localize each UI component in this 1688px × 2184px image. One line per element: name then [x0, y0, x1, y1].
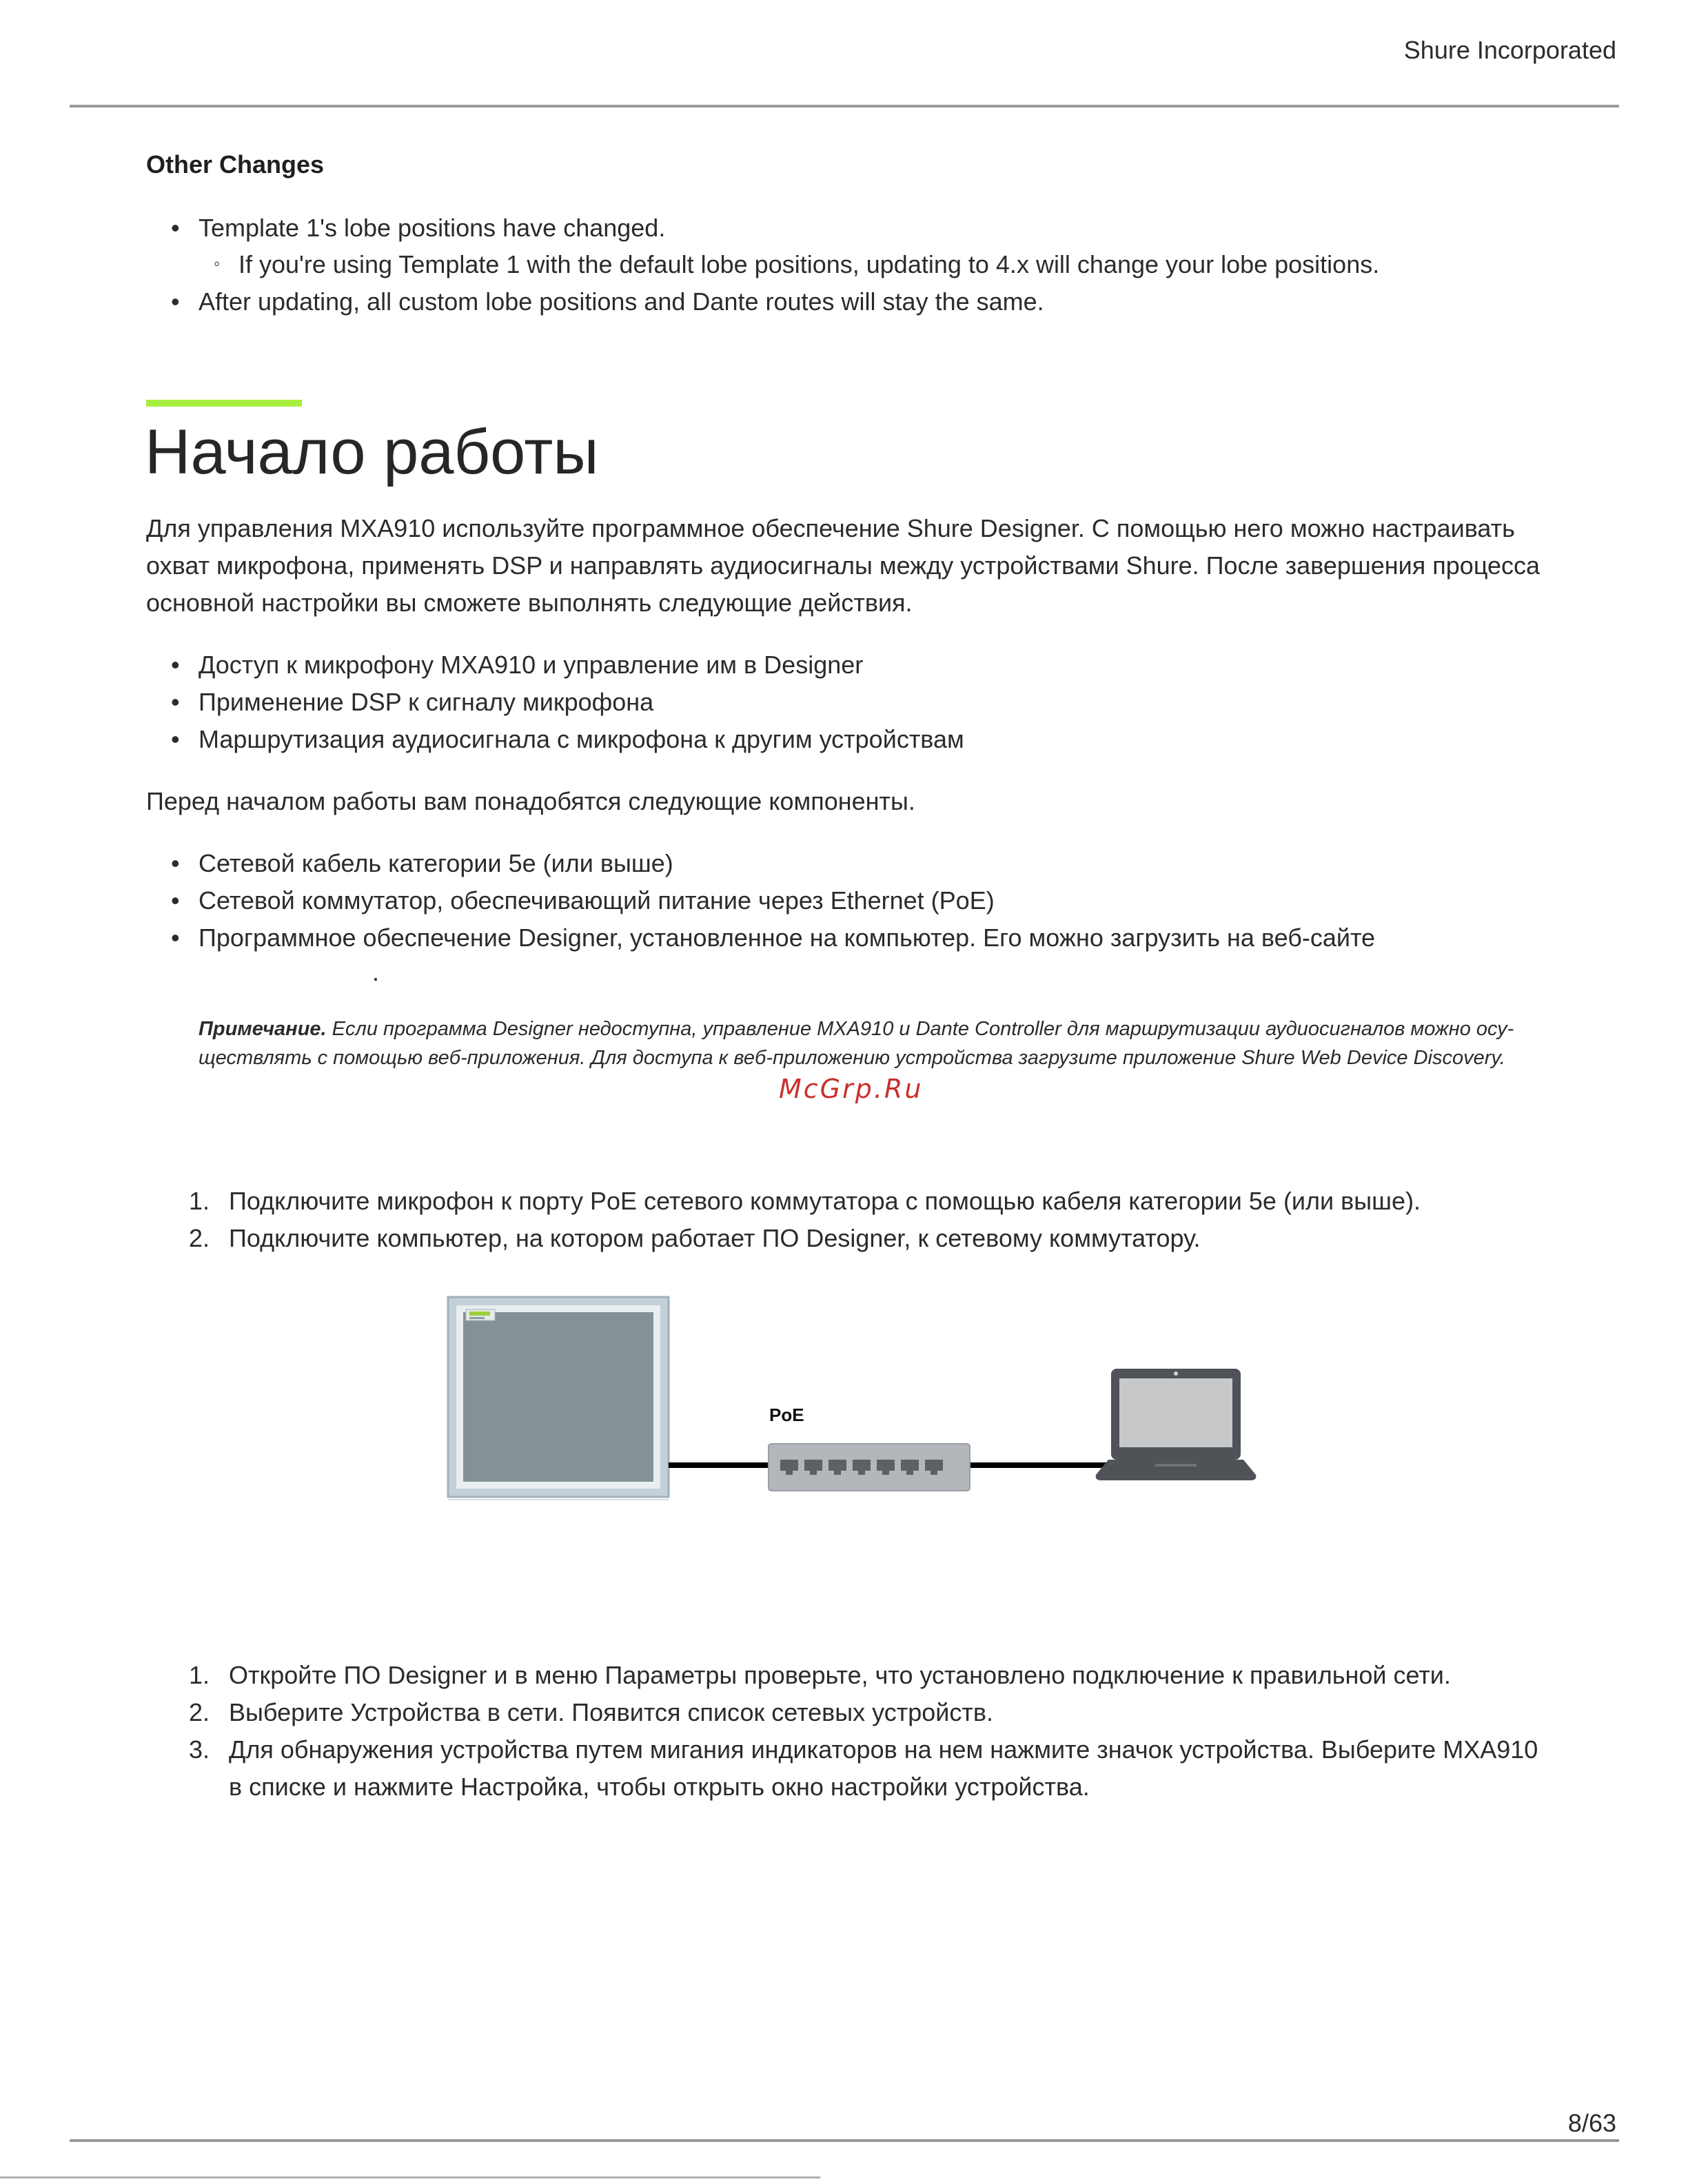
bottom-edge-line — [0, 2176, 820, 2178]
list-item: 1. Подключите микрофон к порту PoE сетевого коммутатора с помощью кабеля категории 5e (или выше). — [229, 1183, 1421, 1220]
bullet-icon: • — [171, 886, 180, 915]
other-changes-heading: Other Changes — [146, 150, 325, 178]
list-item: 2. Подключите компьютер, на котором работает ПО Designer, к сетевому коммутатору. — [229, 1220, 1201, 1257]
list-item: • Маршрутизация аудиосигнала с микрофона к другим устройствам — [199, 721, 964, 758]
header-divider — [70, 105, 1619, 108]
switch-label: PoE — [769, 1405, 804, 1425]
list-item: • Template 1's lobe positions have changed. — [199, 210, 665, 247]
list-item: ◦ If you're using Template 1 with the default lobe positions, updating to 4.x will change your lobe positions. — [238, 246, 1379, 283]
bullet-icon: • — [171, 287, 180, 316]
laptop-icon — [1096, 1369, 1257, 1480]
microphone-array-icon — [448, 1297, 669, 1500]
step-number: 3. — [189, 1735, 210, 1764]
note-text: Если программа Designer недоступна, управление MXA910 и Dante Controller для маршрутизации аудиосигналов можно осу- — [332, 1018, 1514, 1040]
step-number: 2. — [189, 1224, 210, 1252]
bullet-icon: • — [171, 651, 180, 679]
list-item: • After updating, all custom lobe positions and Dante routes will stay the same. — [199, 283, 1044, 320]
header-company-name: Shure Incorporated — [1403, 36, 1616, 64]
connection-diagram — [441, 1289, 1275, 1509]
bullet-icon: • — [171, 849, 180, 877]
list-item: 1. Откройте ПО Designer и в меню Параметры проверьте, что установлено подключение к правильной сети. — [229, 1657, 1451, 1694]
prereq-tail: . — [372, 958, 380, 986]
footer-divider — [70, 2139, 1619, 2142]
bullet-icon: • — [171, 725, 180, 753]
list-item: • Доступ к микрофону MXA910 и управление им в Designer — [199, 646, 863, 684]
section-accent-bar — [146, 400, 302, 407]
poe-switch-icon — [769, 1444, 970, 1491]
page-number: 8/63 — [1567, 2109, 1616, 2137]
circle-bullet-icon: ◦ — [214, 253, 221, 274]
bullet-icon: • — [171, 923, 180, 952]
note-block — [199, 1014, 1536, 1072]
list-item: • Сетевой коммутатор, обеспечивающий питание через Ethernet (PoE) — [199, 882, 995, 919]
step-number: 1. — [189, 1187, 210, 1215]
list-item: • Применение DSP к сигналу микрофона — [199, 684, 653, 721]
list-item-continuation: в списке и нажмите Настройка, чтобы открыть окно настройки устройства. — [229, 1773, 1090, 1801]
intro-line: Для управления MXA910 используйте программное обеспечение Shure Designer. С помощью него можно настраивать — [146, 514, 1515, 542]
list-item: 2. Выберите Устройства в сети. Появится список сетевых устройств. — [229, 1694, 993, 1731]
intro-line: охват микрофона, применять DSP и направлять аудиосигналы между устройствами Shure. После завершения процесса — [146, 551, 1540, 580]
bullet-icon: • — [171, 214, 180, 242]
list-item: • Программное обеспечение Designer, установленное на компьютер. Его можно загрузить на веб-сайте — [199, 919, 1375, 957]
step-number: 1. — [189, 1661, 210, 1689]
list-item: 3. Для обнаружения устройства путем мигания индикаторов на нем нажмите значок устройства. Выберите MXA910 — [229, 1731, 1538, 1768]
step-number: 2. — [189, 1698, 210, 1726]
note-text: ществлять с помощью веб-приложения. Для доступа к веб-приложению устройства загрузите приложение Shure Web Device Discovery. — [199, 1047, 1505, 1069]
list-item: • Сетевой кабель категории 5e (или выше) — [199, 845, 673, 882]
watermark-text: McGrp.Ru — [779, 1074, 924, 1104]
section-title: Начало работы — [145, 417, 599, 487]
prereq-intro: Перед началом работы вам понадобятся следующие компоненты. — [146, 787, 915, 815]
intro-line: основной настройки вы сможете выполнять следующие действия. — [146, 589, 913, 617]
note-label: Примечание. — [199, 1018, 327, 1040]
bullet-icon: • — [171, 688, 180, 716]
